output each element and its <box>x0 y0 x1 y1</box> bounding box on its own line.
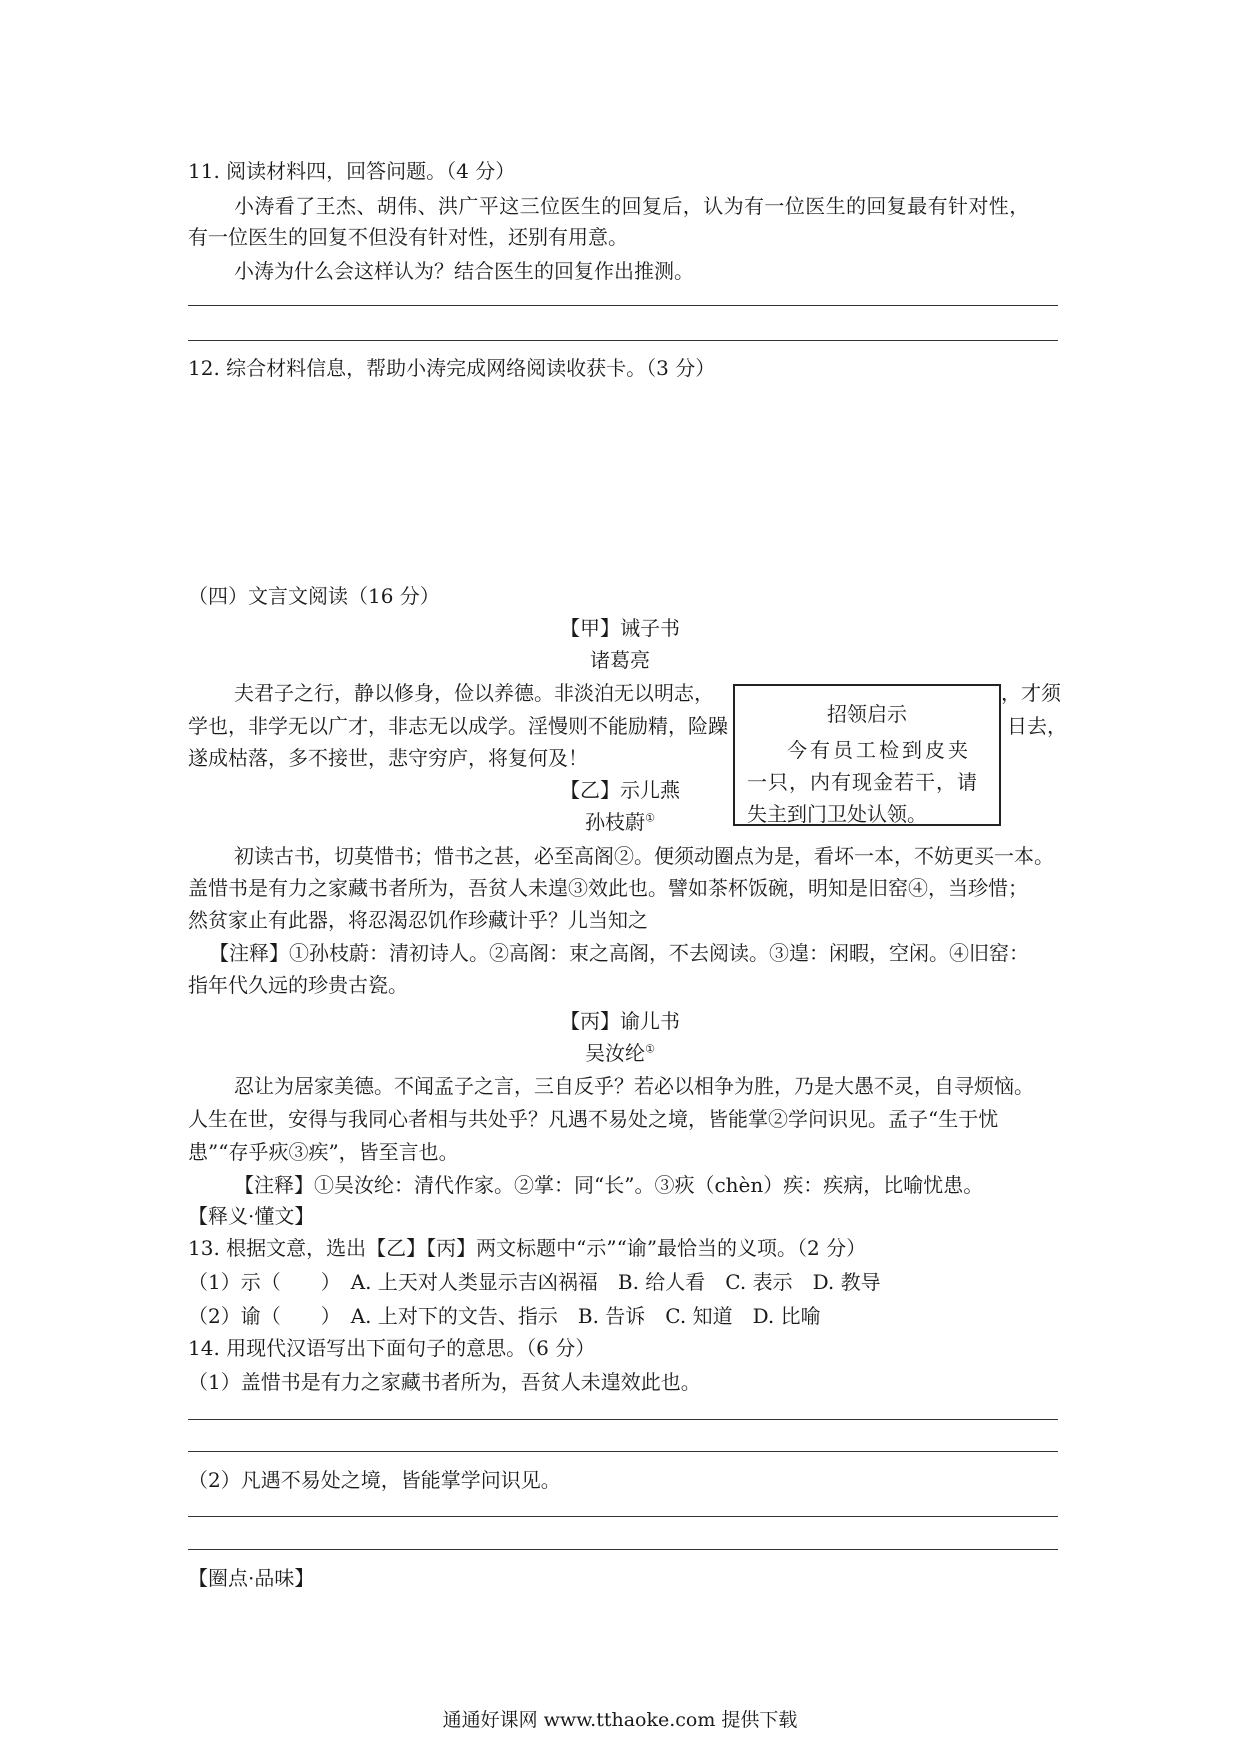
answer-line[interactable] <box>188 1516 1058 1517</box>
footnote-marker: ① <box>645 811 655 825</box>
jia-title: 【甲】诫子书 <box>560 616 680 640</box>
q13-title: 13. 根据文意，选出【乙】【丙】两文标题中“示”“谕”最恰当的义项。（2 分） <box>188 1236 867 1260</box>
jia-line-1-right: ，才须 <box>1001 681 1061 705</box>
bing-line-2: 人生在世，安得与我同心者相与共处乎？凡遇不易处之境，皆能掌②学问识见。孟子“生于忧 <box>188 1107 999 1131</box>
jia-line-2-left: 学也，非学无以广才，非志无以成学。淫慢则不能励精，险躁 <box>188 714 728 738</box>
part2-heading: 【圈点·品味】 <box>188 1566 315 1590</box>
notice-line-3: 失主到门卫处认领。 <box>747 802 927 826</box>
yi-line-1: 初读古书，切莫惜书；惜书之甚，必至高阁②。便须动圈点为是，看坏一本，不妨更买一本。 <box>234 844 1054 868</box>
answer-line[interactable] <box>188 1419 1058 1420</box>
q14-title: 14. 用现代汉语写出下面句子的意思。（6 分） <box>188 1336 596 1360</box>
answer-line[interactable] <box>188 1549 1058 1550</box>
jia-line-3: 遂成枯落，多不接世，悲守穷庐，将复何及！ <box>188 746 588 770</box>
jia-line-2-right: 日去， <box>1007 714 1067 738</box>
yi-note-2: 指年代久远的珍贵古瓷。 <box>188 973 408 997</box>
notice-line-2: 一只，内有现金若干，请 <box>747 770 978 794</box>
q11-title: 11. 阅读材料四，回答问题。（4 分） <box>188 159 516 183</box>
yi-title: 【乙】示儿燕 <box>560 778 680 802</box>
yi-note-1: 【注释】①孙枝蔚：清初诗人。②高阁：束之高阁，不去阅读。③遑：闲暇，空闲。④旧窑： <box>209 941 1029 965</box>
answer-line[interactable] <box>188 305 1058 306</box>
answer-line[interactable] <box>188 1451 1058 1452</box>
bing-line-3: 患”“存乎疢③疾”，皆至言也。 <box>188 1140 459 1164</box>
yi-line-2: 盖惜书是有力之家藏书者所为，吾贫人未遑③效此也。譬如茶杯饭碗，明知是旧窑④，当珍惜； <box>188 876 1028 900</box>
notice-title: 招领启示 <box>827 702 907 726</box>
yi-author-line <box>0 806 1240 835</box>
yi-author: 孙枝蔚 <box>585 810 646 834</box>
q11-paragraph-1a: 小涛看了王杰、胡伟、洪广平这三位医生的回复后，认为有一位医生的回复最有针对性， <box>234 194 1030 218</box>
q14-item-2: （2）凡遇不易处之境，皆能掌学问识见。 <box>188 1468 561 1492</box>
q14-item-1: （1）盖惜书是有力之家藏书者所为，吾贫人未遑效此也。 <box>188 1370 701 1394</box>
q12-title: 12. 综合材料信息，帮助小涛完成网络阅读收获卡。（3 分） <box>188 356 716 380</box>
jia-author: 诸葛亮 <box>590 648 650 672</box>
answer-line[interactable] <box>188 340 1058 341</box>
q13-item-1: （1）示（ ） A. 上天对人类显示吉凶祸福 B. 给人看 C. 表示 D. 教导 <box>188 1270 881 1294</box>
yi-line-3: 然贫家止有此器，将忍渴忍饥作珍藏计乎？儿当知之 <box>188 908 648 932</box>
page-footer: 通通好课网 www.tthaoke.com 提供下载 <box>442 1709 798 1731</box>
bing-author-line <box>0 1037 1240 1066</box>
bing-line-1: 忍让为居家美德。不闻孟子之言，三自反乎？若必以相争为胜，乃是大愚不灵，自寻烦恼。 <box>234 1074 1034 1098</box>
notice-line-1: 今有员工检到皮夹 <box>787 738 971 762</box>
q13-item-2: （2）谕（ ） A. 上对下的文告、指示 B. 告诉 C. 知道 D. 比喻 <box>188 1304 821 1328</box>
q11-paragraph-2: 小涛为什么会这样认为？结合医生的回复作出推测。 <box>234 259 694 283</box>
lost-and-found-notice <box>733 684 1001 826</box>
part1-heading: 【释义·懂文】 <box>188 1204 315 1228</box>
q11-paragraph-1b: 有一位医生的回复不但没有针对性，还别有用意。 <box>188 225 628 249</box>
footnote-marker: ① <box>645 1042 655 1056</box>
bing-note: 【注释】①吴汝纶：清代作家。②掌：同“长”。③疢（chèn）疾：疾病，比喻忧患。 <box>234 1173 984 1197</box>
bing-title: 【丙】谕儿书 <box>560 1009 680 1033</box>
section-heading: （四）文言文阅读（16 分） <box>188 584 440 608</box>
jia-line-1-left: 夫君子之行，静以修身，俭以养德。非淡泊无以明志， <box>234 681 714 705</box>
bing-author: 吴汝纶 <box>585 1041 646 1065</box>
